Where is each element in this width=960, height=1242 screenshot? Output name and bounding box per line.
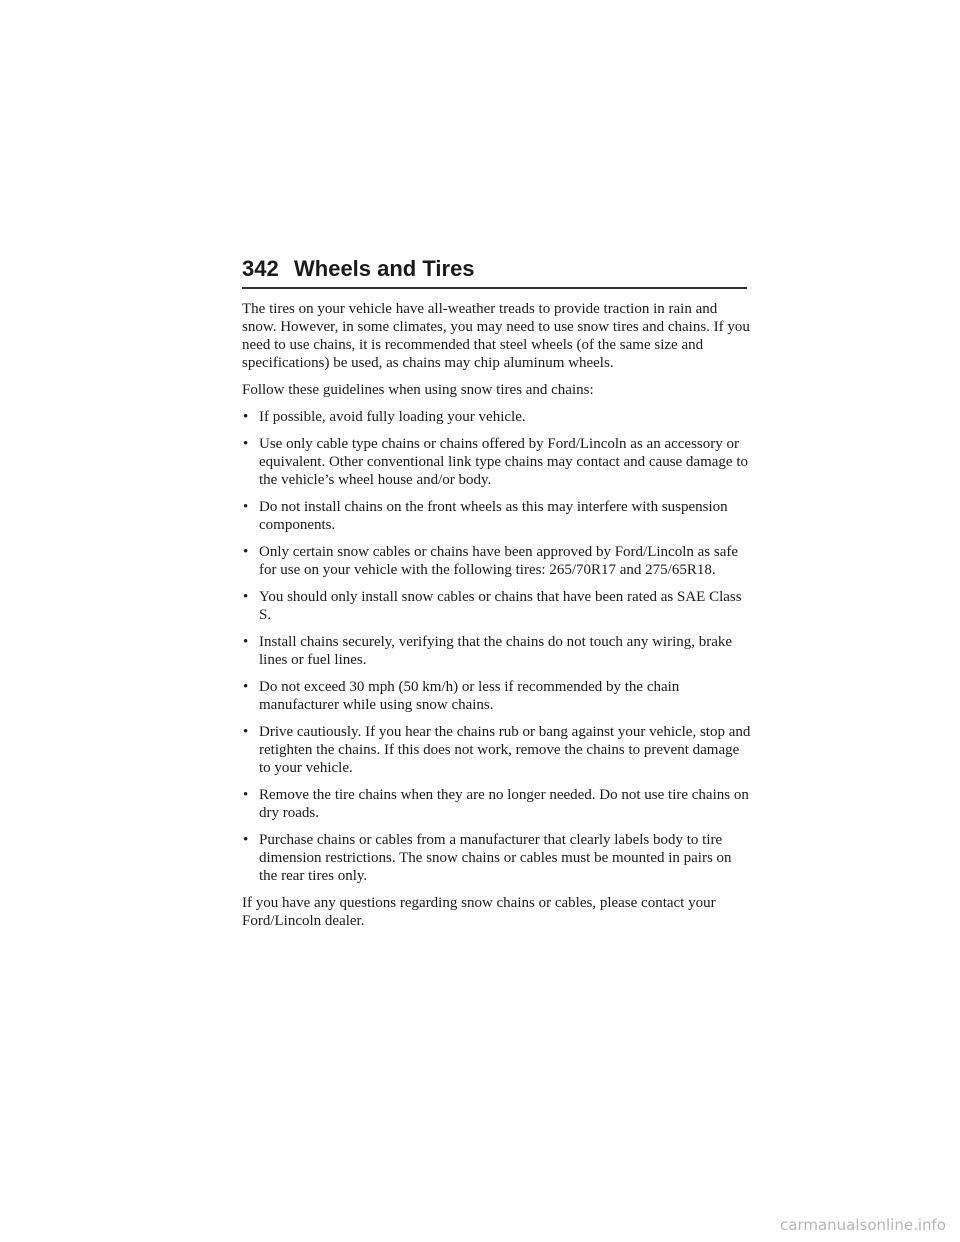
list-item-text: You should only install snow cables or chains that have been rated as SAE Class S. — [259, 589, 742, 623]
guidelines-list — [242, 408, 752, 885]
watermark: carmanualsonline.info — [780, 1216, 946, 1234]
page-header — [242, 255, 747, 289]
list-item-text: Drive cautiously. If you hear the chains rub or bang against your vehicle, stop and retighten the chains. If this does not work, remove the chains to prevent damage to your vehicle. — [259, 724, 751, 776]
bullet-icon: • — [243, 679, 249, 695]
list-item-text: Only certain snow cables or chains have been approved by Ford/Lincoln as safe for use on your vehicle with the following tires: 265/70R17 and 275/65R18. — [259, 544, 739, 578]
list-item-text: Do not install chains on the front wheels as this may interfere with suspension components. — [259, 499, 728, 533]
list-item-text: Purchase chains or cables from a manufacturer that clearly labels body to tire dimension restrictions. The snow chains or cables must be mounted in pairs on the rear tires only. — [259, 832, 732, 884]
list-item — [242, 678, 752, 714]
bullet-icon: • — [243, 499, 249, 515]
list-item — [242, 435, 752, 489]
bullet-icon: • — [243, 724, 249, 740]
list-item-text: Do not exceed 30 mph (50 km/h) or less if recommended by the chain manufacturer while using snow chains. — [259, 679, 680, 713]
bullet-icon: • — [243, 409, 249, 425]
bullet-icon: • — [243, 589, 249, 605]
guidelines-lead: Follow these guidelines when using snow tires and chains: — [242, 382, 594, 398]
intro-paragraph: The tires on your vehicle have all-weather treads to provide traction in rain and snow. However, in some climates, you may need to use snow tires and chains. If you need to use chains, it is recommended that steel wheels (of the same size and specifications) be used, as chains may chip aluminum wheels. — [242, 301, 750, 371]
list-item-text: Use only cable type chains or chains offered by Ford/Lincoln as an accessory or equivalent. Other conventional link type chains may contact and cause damage to the vehicle’s wheel house and/or body. — [259, 436, 748, 488]
list-item — [242, 408, 752, 426]
bullet-icon: • — [243, 544, 249, 560]
closing-paragraph: If you have any questions regarding snow chains or cables, please contact your Ford/Lincoln dealer. — [242, 895, 716, 929]
list-item — [242, 723, 752, 777]
list-item-text: Remove the tire chains when they are no longer needed. Do not use tire chains on dry roads. — [259, 787, 749, 821]
bullet-icon: • — [243, 787, 249, 803]
list-item — [242, 498, 752, 534]
list-item-text: If possible, avoid fully loading your vehicle. — [259, 409, 526, 425]
section-title: Wheels and Tires — [294, 256, 475, 281]
list-item — [242, 588, 752, 624]
bullet-icon: • — [243, 436, 249, 452]
bullet-icon: • — [243, 832, 249, 848]
bullet-icon: • — [243, 634, 249, 650]
page-number: 342 — [242, 256, 279, 281]
list-item — [242, 786, 752, 822]
list-item — [242, 831, 752, 885]
list-item — [242, 633, 752, 669]
list-item — [242, 543, 752, 579]
list-item-text: Install chains securely, verifying that the chains do not touch any wiring, brake lines or fuel lines. — [259, 634, 733, 668]
page-content — [242, 300, 752, 939]
